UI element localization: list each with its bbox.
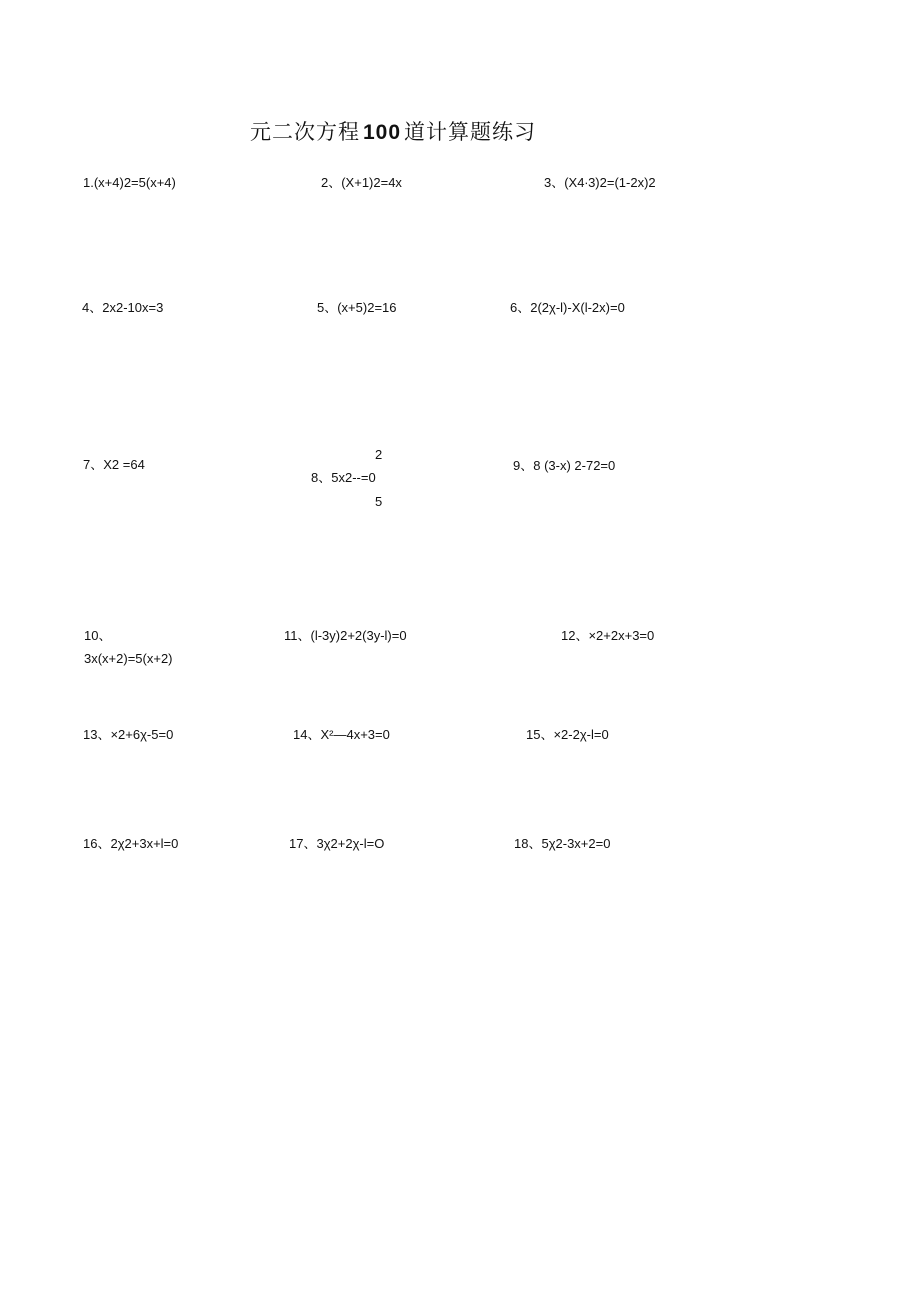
problem-9: 9、8 (3-x) 2-72=0 xyxy=(513,458,616,473)
problem-3: 3、(X4∙3)2=(1-2x)2 xyxy=(544,175,656,190)
problem-8-denominator: 5 xyxy=(375,494,383,509)
problem-8-numerator: 2 xyxy=(375,447,383,462)
problem-2: 2、(X+1)2=4x xyxy=(321,175,402,190)
title-number: 100 xyxy=(363,121,402,144)
page-title xyxy=(250,116,536,146)
problem-10: 3x(x+2)=5(x+2) xyxy=(84,651,173,666)
problem-4: 4、2x2-10x=3 xyxy=(82,300,164,315)
problem-6: 6、2(2χ-l)-X(l-2x)=0 xyxy=(510,300,625,315)
problem-7: 7、X2 =64 xyxy=(83,457,145,472)
problem-12: 12、×2+2x+3=0 xyxy=(561,628,655,643)
problem-18: 18、5χ2-3x+2=0 xyxy=(514,836,611,851)
problem-16: 16、2χ2+3x+l=0 xyxy=(83,836,179,851)
title-text-start: 元二次方程 xyxy=(250,120,360,144)
problem-11: 11、(l-3y)2+2(3y-l)=0 xyxy=(284,628,407,643)
problem-1: 1.(x+4)2=5(x+4) xyxy=(83,175,176,190)
problem-14: 14、X²—4x+3=0 xyxy=(293,727,390,742)
title-text-end: 道计算题练习 xyxy=(404,120,537,144)
problem-10-number: 10、 xyxy=(84,628,112,643)
problem-5: 5、(x+5)2=16 xyxy=(317,300,397,315)
problem-8: 8、5x2--=0 xyxy=(311,470,376,485)
problem-13: 13、×2+6χ-5=0 xyxy=(83,727,174,742)
problem-17: 17、3χ2+2χ-l=O xyxy=(289,836,385,851)
problem-15: 15、×2-2χ-l=0 xyxy=(526,727,609,742)
